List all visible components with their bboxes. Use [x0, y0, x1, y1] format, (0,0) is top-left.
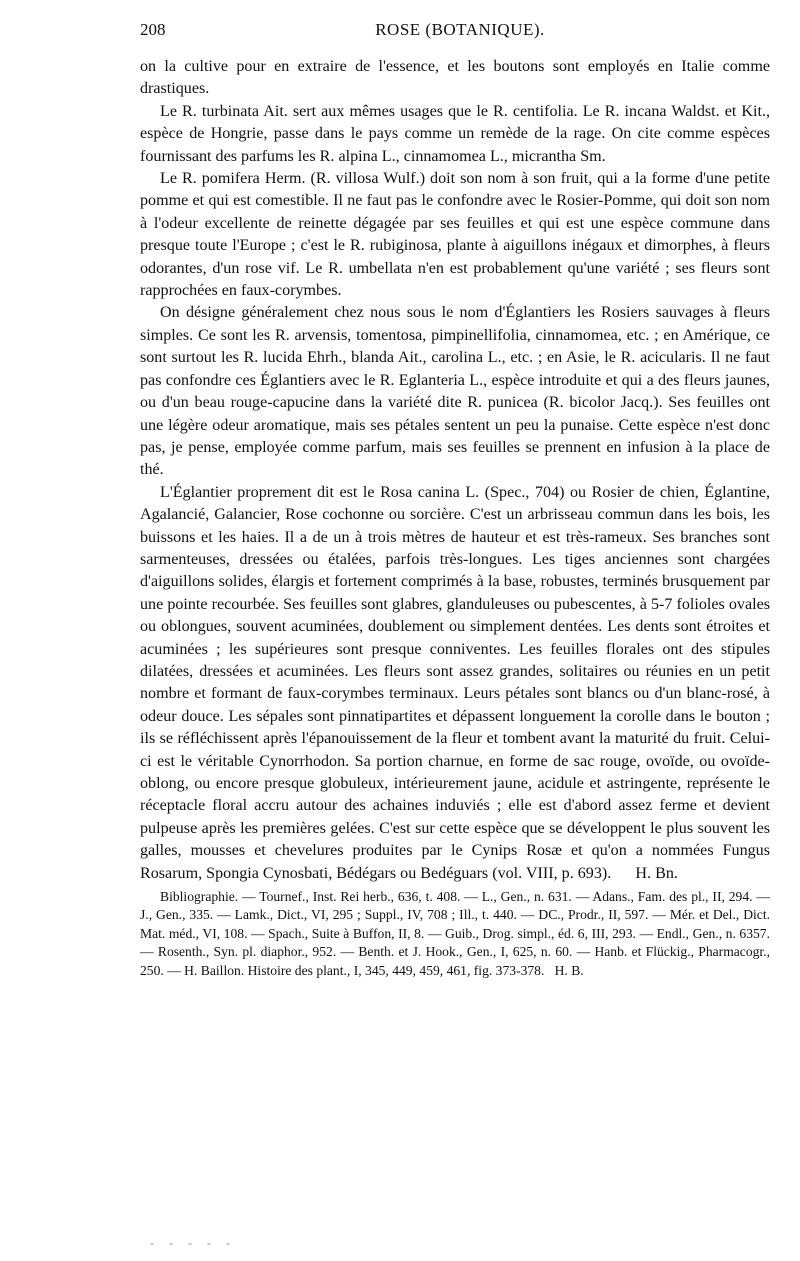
paragraph-eglantiers: On désigne généralement chez nous sous le nom d'Églantiers les Rosiers sauvages à fleurs simples. Ce sont les R. arvensis, tomentosa, pimpinellifolia, cinnamomea, etc. ; en Amérique, ce sont surtout les R. lucida Ehrh., blanda Ait., carolina L., etc. ; en Asie, le R. acicularis. Il ne faut pas confondre ces Églantiers avec le R. Eglanteria L., espèce introduite et qui a des fleurs jaunes, ou d'un beau rouge-capucine dans la variété dite R. punicea (R. bicolor Jacq.). Ses feuilles ont une légère odeur aromatique, mais ses pétales sentent un peu la punaise. Cette espèce n'est donc pas, je pense, employée comme parfum, mais ses feuilles se prennent en infusion à la place de thé.: [140, 304, 770, 479]
paragraph-continuation: on la cultive pour en extraire de l'essence, et les boutons sont employés en Italie comme drastiques.: [140, 58, 770, 98]
page-number: 208: [140, 20, 166, 39]
rosa-canina-text: L'Églantier proprement dit est le Rosa canina L. (Spec., 704) ou Rosier de chien, Églantine, Agalancié, Galancier, Rose cochonne ou sorcière. C'est un arbrisseau commun dans les bois, les buissons et les haies. Il a de un à trois mètres de hauteur et est très-rameux. Ses branches sont sarmenteuses, dressées ou étalées, parfois très-longues. Les tiges anciennes sont chargées d'aiguillons solides, élargis et fortement comprimés à la base, robustes, terminés brusquement par une pointe recourbée. Ses feuilles sont glabres, glanduleuses ou pubescentes, à 5-7 folioles ovales ou oblongues, souvent acuminées, doublement ou simplement dentées. Les dents sont étroites et acuminées ; les supérieures sont presque conniventes. Les feuilles florales ont des stipules dilatées, dressées et acuminées. Les fleurs sont assez grandes, solitaires ou réunies en un petit nombre et formant de faux-corymbes terminaux. Leurs pétales sont blancs ou d'un blanc-rosé, à odeur douce. Les sépales sont pinnatipartites et dépassent longuement la corolle dans le bouton ; ils se réfléchissent après l'épanouissement de la fleur et tombent avant la maturité du fruit. Celui-ci est le véritable Cynorrhodon. Sa portion charnue, en forme de sac rouge, ovoïde, ou ovoïde-oblong, ou encore presque globuleux, intérieurement jaune, acidule et astringente, représente le réceptacle floral accru autour des achaines induviés ; elle est d'abord assez ferme et devient pulpeuse après les premières gelées. C'est sur cette espèce que se développent le plus souvent les galles, mousses et chevelures produites par le Cynips Rosæ et qu'on a nommées Fungus Rosarum, Spongia Cynosbati, Bédégars ou Bedéguars (vol. VIII, p. 693).: [140, 483, 770, 882]
running-title: ROSE (BOTANIQUE).: [375, 20, 545, 39]
bibliography-references: Bibliographie. — Tournef., Inst. Rei herb., 636, t. 408. — L., Gen., n. 631. — Adans., Fam. des pl., II, 294. — J., Gen., 335. — Lamk., Dict., VI, 295 ; Suppl., IV, 708 ; Ill., t. 440. — DC., Prodr., II, 597. — Mér. et Del., Dict. Mat. méd., VI, 108. — Spach., Suite à Buffon, II, 8. — Guib., Drog. simpl., éd. 6, III, 293. — Endl., Gen., n. 6357. — Rosenth., Syn. pl. diaphor., 952. — Benth. et J. Hook., Gen., I, 625, n. 60. — Hanb. et Flückig., Pharmacogr., 250. — H. Baillon. Histoire des plant., I, 345, 449, 459, 461, fig. 373-378.: [140, 889, 770, 978]
bibliography: [140, 888, 770, 980]
paragraph-turbinata: Le R. turbinata Ait. sert aux mêmes usages que le R. centifolia. Le R. incana Waldst. et Kit., espèce de Hongrie, passe dans le pays comme un remède de la rage. On cite comme espèces fournissant des parfums les R. alpina L., cinnamomea L., micrantha Sm.: [140, 102, 770, 165]
bibliography-text: [140, 888, 770, 980]
author-signature: H. Bn.: [635, 864, 678, 882]
body-text: [140, 56, 770, 980]
running-head: [140, 20, 780, 46]
bibliography-signature: H. B.: [554, 962, 584, 978]
paragraph-rosa-canina: [140, 482, 770, 885]
paragraph-pomifera: Le R. pomifera Herm. (R. villosa Wulf.) doit son nom à son fruit, qui a la forme d'une petite pomme et qui est comestible. Il ne faut pas le confondre avec le Rosier-Pomme, qui doit son nom à l'odeur excellente de reinette dégagée par ses feuilles et qui est une espèce commune dans presque toute l'Europe ; c'est le R. rubiginosa, plante à aiguillons inégaux et dimorphes, à fleurs odorantes, d'un rose vif. Le R. umbellata n'en est probablement qu'une variété ; ses fleurs sont rapprochées en faux-corymbes.: [140, 170, 770, 300]
decorative-marks: - - - - -: [150, 1236, 236, 1250]
